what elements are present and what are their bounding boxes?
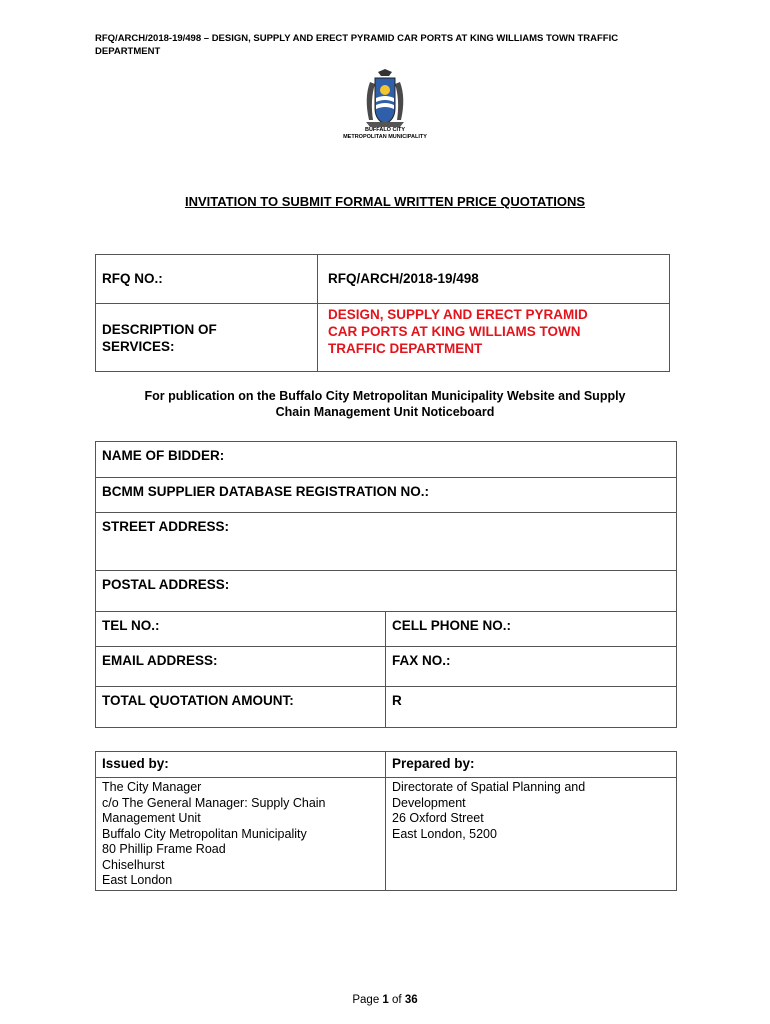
rfq-row (96, 255, 670, 304)
rfq-label-cell (96, 255, 318, 304)
postal-address-label: POSTAL ADDRESS: (102, 577, 230, 592)
publication-line1: For publication on the Buffalo City Metropolitan Municipality Website and Supply (144, 389, 626, 403)
description-label-line2: SERVICES: (102, 339, 175, 354)
phone-row (96, 612, 677, 647)
issued-body-row (96, 778, 677, 891)
email-address-label: EMAIL ADDRESS: (102, 653, 218, 668)
issued-line: Buffalo City Metropolitan Municipality (102, 826, 307, 841)
prepared-line: 26 Oxford Street (392, 811, 484, 825)
total-quotation-amount-field[interactable] (386, 687, 677, 728)
registration-row (96, 478, 677, 513)
page-footer (0, 994, 770, 1006)
email-address-field[interactable] (96, 647, 386, 687)
postal-row (96, 571, 677, 612)
description-value-line2: CAR PORTS AT KING WILLIAMS TOWN (328, 324, 581, 339)
tel-no-label: TEL NO.: (102, 618, 160, 633)
prepared-by-heading-cell (386, 752, 677, 778)
logo-caption (330, 127, 440, 141)
cell-phone-label: CELL PHONE NO.: (392, 618, 512, 633)
registration-field[interactable] (96, 478, 677, 513)
bidder-details-table (95, 441, 677, 728)
description-value-cell (318, 304, 670, 372)
issued-prepared-table (95, 751, 677, 891)
prepared-line: Development (392, 795, 466, 810)
page-current: 1 (382, 994, 389, 1006)
description-value-line1: DESIGN, SUPPLY AND ERECT PYRAMID (328, 307, 588, 322)
prepared-line: Directorate of Spatial Planning and (392, 780, 586, 794)
registration-label: BCMM SUPPLIER DATABASE REGISTRATION NO.: (102, 484, 429, 499)
of-word: of (392, 994, 402, 1006)
prepared-line: East London, 5200 (392, 826, 497, 841)
prepared-by-address (386, 778, 677, 891)
logo-caption-line1: BUFFALO CITY (364, 127, 406, 133)
issued-by-address (96, 778, 386, 891)
street-row (96, 513, 677, 571)
header-reference: RFQ/ARCH/2018-19/498 – DESIGN, SUPPLY AND ERECT PYRAMID CAR PORTS AT KING WILLIAMS TOWN TRAFFIC DEPARTMENT (95, 33, 619, 57)
total-quotation-label-cell (96, 687, 386, 728)
currency-symbol: R (392, 693, 402, 708)
street-address-field[interactable] (96, 513, 677, 571)
prepared-by-label: Prepared by: (392, 756, 475, 771)
name-of-bidder-label: NAME OF BIDDER: (102, 448, 225, 463)
cell-phone-field[interactable] (386, 612, 677, 647)
description-label-cell (96, 304, 318, 372)
street-address-label: STREET ADDRESS: (102, 519, 230, 534)
rfq-number: RFQ/ARCH/2018-19/498 (328, 271, 479, 286)
tel-no-field[interactable] (96, 612, 386, 647)
issued-line: 80 Phillip Frame Road (102, 842, 226, 856)
issued-line: Management Unit (102, 811, 201, 825)
description-value-line3: TRAFFIC DEPARTMENT (328, 341, 483, 356)
description-row (96, 304, 670, 372)
logo-caption-line2: METROPOLITAN MUNICIPALITY (343, 134, 427, 140)
issued-line: The City Manager (102, 780, 202, 794)
publication-line2: Chain Management Unit Noticeboard (275, 405, 495, 419)
issued-line: c/o The General Manager: Supply Chain (102, 795, 326, 810)
postal-address-field[interactable] (96, 571, 677, 612)
issued-line: East London (102, 873, 173, 887)
publication-note (100, 388, 670, 420)
fax-no-label: FAX NO.: (392, 653, 451, 668)
fax-no-field[interactable] (386, 647, 677, 687)
total-quotation-label: TOTAL QUOTATION AMOUNT: (102, 693, 294, 708)
page-word: Page (352, 994, 380, 1006)
rfq-table (95, 254, 670, 372)
description-label-line1: DESCRIPTION OF (102, 322, 217, 337)
issued-by-label: Issued by: (102, 756, 169, 771)
rfq-label: RFQ NO.: (102, 271, 163, 286)
page-title: INVITATION TO SUBMIT FORMAL WRITTEN PRICE QUOTATIONS (184, 194, 586, 209)
email-row (96, 647, 677, 687)
name-of-bidder-field[interactable] (96, 442, 677, 478)
issued-line: Chiselhurst (102, 857, 165, 872)
page-total: 36 (404, 994, 418, 1006)
total-row (96, 687, 677, 728)
name-row (96, 442, 677, 478)
issued-by-heading-cell (96, 752, 386, 778)
issued-header-row (96, 752, 677, 778)
rfq-value-cell (318, 255, 670, 304)
